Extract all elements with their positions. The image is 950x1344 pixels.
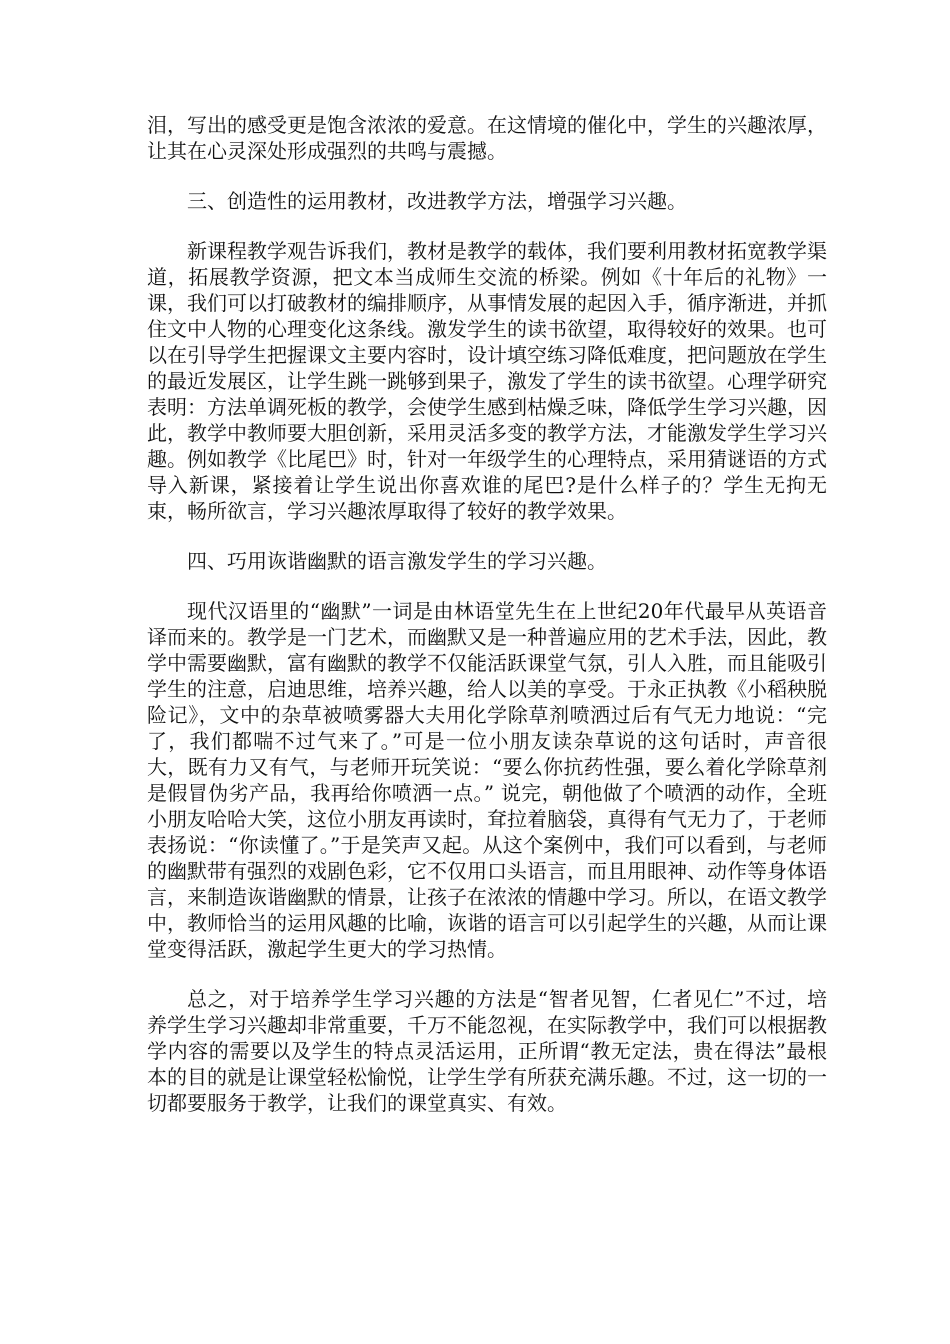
section-heading-four: 四、巧用诙谐幽默的语言激发学生的学习兴趣。 bbox=[187, 549, 607, 573]
paragraph-textbook-methods: 新课程教学观告诉我们，教材是教学的载体，我们要利用教材拓宽教学渠道，拓展教学资源，把文本当成师生交流的桥梁。例如《十年后的礼物》一课，我们可以打破教材的编排顺序，从事情发展的起因入手，循序渐进，并抓住文中人物的心理变化这条线。激发学生的读书欲望，取得较好的效果。也可以在引导学生把握课文主要内容时，设计填空练习降低难度，把问题放在学生的最近发展区，让学生跳一跳够到果子，激发了学生的读书欲望。心理学研究表明：方法单调死板的教学，会使学生感到枯燥乏味，降低学生学习兴趣，因此，教学中教师要大胆创新，采用灵活多变的教学方法，才能激发学生学习兴趣。例如教学《比尾巴》时，针对一年级学生的心理特点，采用猜谜语的方式导入新课，紧接着让学生说出你喜欢谁的尾巴?是什么样子的？学生无拘无束，畅所欲言，学习兴趣浓厚取得了较好的教学效果。 bbox=[147, 239, 827, 523]
paragraph-conclusion: 总之，对于培养学生学习兴趣的方法是“智者见智，仁者见仁”不过，培养学生学习兴趣却非常重要，千万不能忽视，在实际教学中，我们可以根据教学内容的需要以及学生的特点灵活运用，正所谓“教无定法，贵在得法”最根本的目的就是让课堂轻松愉悦，让学生学有所获充满乐趣。不过，这一切的一切都要服务于教学，让我们的课堂真实、有效。 bbox=[147, 987, 827, 1115]
section-heading-three: 三、创造性的运用教材，改进教学方法，增强学习兴趣。 bbox=[187, 189, 687, 213]
paragraph-continuation: 泪，写出的感受更是饱含浓浓的爱意。在这情境的催化中，学生的兴趣浓厚，让其在心灵深处形成强烈的共鸣与震撼。 bbox=[147, 113, 827, 163]
document-page bbox=[147, 112, 827, 1140]
paragraph-humor: 现代汉语里的“幽默”一词是由林语堂先生在上世纪20年代最早从英语音译而来的。教学是一门艺术，而幽默又是一种普遍应用的艺术手法，因此，教学中需要幽默，富有幽默的教学不仅能活跃课堂气氛，引人入胜，而且能吸引学生的注意，启迪思维，培养兴趣，给人以美的享受。于永正执教《小稻秧脱险记》，文中的杂草被喷雾器大夫用化学除草剂喷洒过后有气无力地说：“完了，我们都喘不过气来了。”可是一位小朋友读杂草说的这句话时，声音很大，既有力又有气，与老师开玩笑说：“要么你抗药性强，要么着化学除草剂是假冒伪劣产品，我再给你喷洒一点。” 说完，朝他做了个喷洒的动作，全班小朋友哈哈大笑，这位小朋友再读时，耷拉着脑袋，真得有气无力了，于老师表扬说：“你读懂了。”于是笑声又起。从这个案例中，我们可以看到，与老师的幽默带有强烈的戏剧色彩，它不仅用口头语言，而且用眼神、动作等身体语言，来制造诙谐幽默的情景，让孩子在浓浓的情趣中学习。所以，在语文教学中，教师恰当的运用风趣的比喻，诙谐的语言可以引起学生的兴趣，从而让课堂变得活跃，激起学生更大的学习热情。 bbox=[147, 599, 827, 961]
